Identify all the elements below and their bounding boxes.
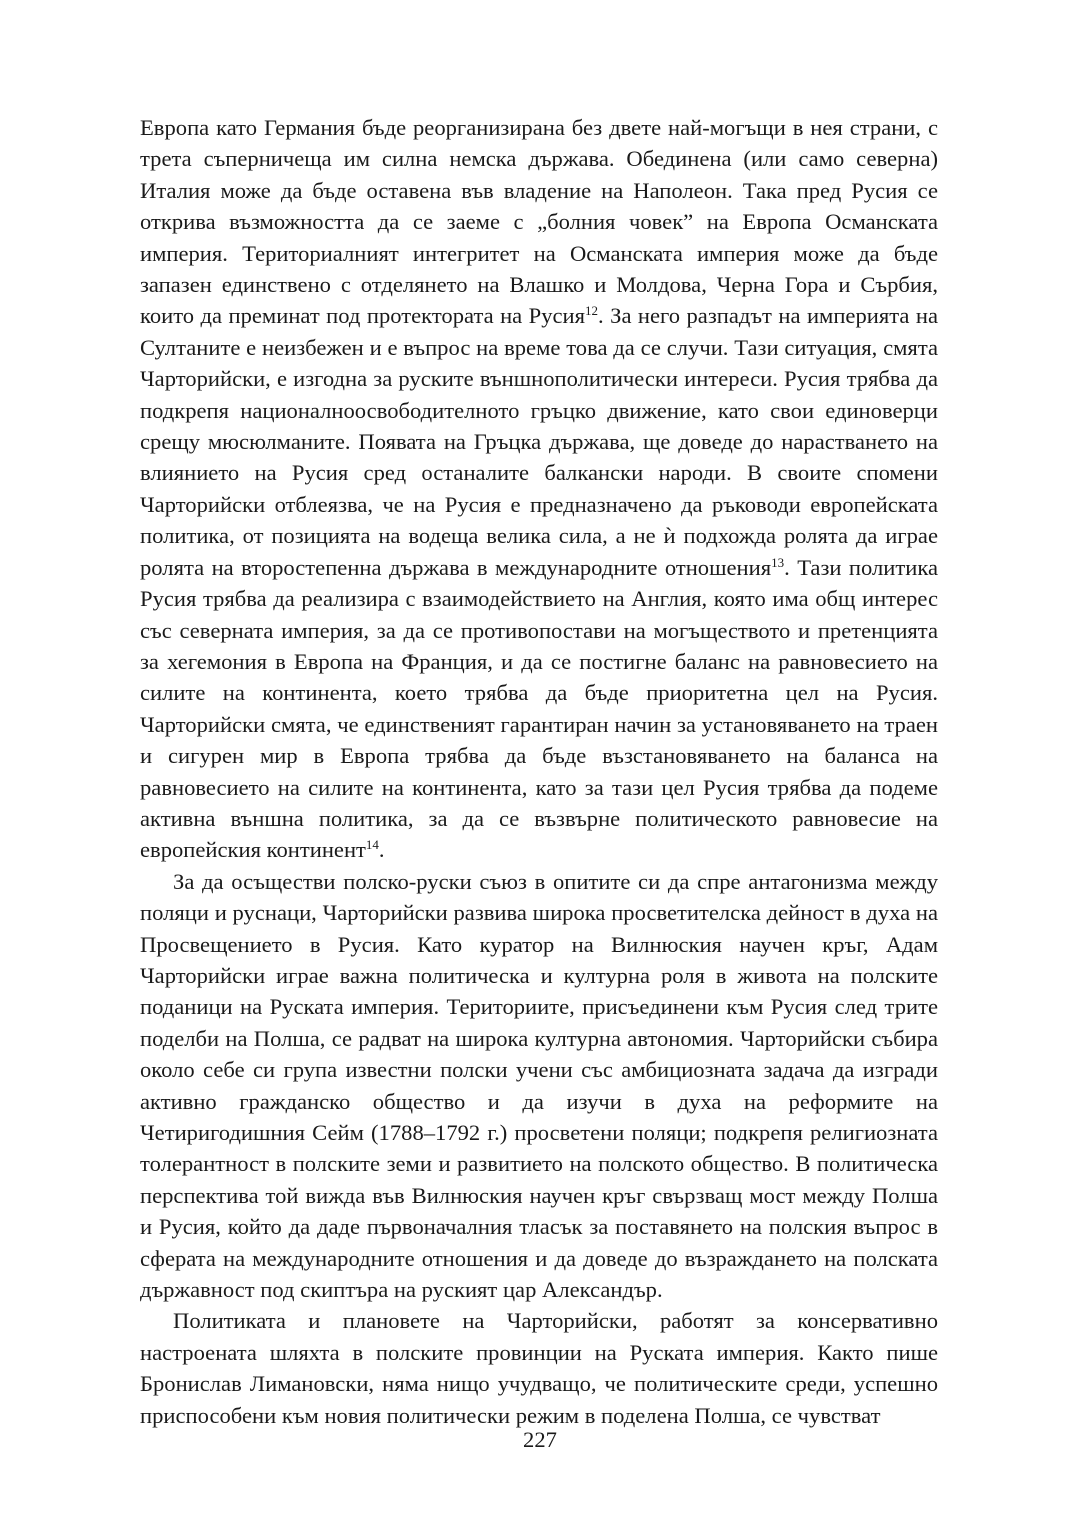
text-run: Европа като Германия бъде реорганизирана без двете най-могъщи в нея страни, с трета съперничеща им силна немска държава. Обединена (или само северна) Италия може да бъде оставена във владение на Наполеон. Така пред Русия се открива възможността да се заеме с „болния човек” на Европа Османската империя. Териториалният интегритет на Османската империя може да бъде запазен единствено с отделянето на Влашко и Молдова, Черна Гора и Сърбия, които да преминат под протектората на Русия [140, 115, 938, 329]
paragraph [140, 866, 938, 1306]
text-run: . Тази политика Русия трябва да реализира с взаимодействието на Англия, която има общ интерес със северната империя, за да се противопостави на могъществото и претенцията за хегемония в Европа на Франция, и да се постигне баланс на равновесието на силите на континента, което трябва да бъде приоритетна цел на Русия. Чарторийски смята, че единственият гарантиран начин за установяването на траен и сигурен мир в Европа трябва да бъде възстановяването на баланса на равновесието на силите на континента, като за тази цел Русия трябва да подеме активна външна политика, за да се възвърне политическото равновесие на европейския континент [140, 554, 939, 863]
page-number: 227 [523, 1427, 557, 1452]
text-run: Политиката и плановете на Чарторийски, работят за консервативно настроената шляхта в полските провинции на Руската империя. Както пише Бронислав Лимановски, няма нищо учудващо, че политическите среди, успешно приспособени към новия политически режим в поделена Полша, се чувстват [140, 1308, 938, 1428]
text-run: . [378, 837, 385, 863]
page-body [140, 112, 938, 1431]
paragraph [140, 1305, 938, 1431]
text-run: . За него разпадът на империята на Султаните е неизбежен и е въпрос на време това да се случи. Тази ситуация, смята Чарторийски, е изгодна за руските външнополитически интереси. Русия трябва да подкрепя националноосвободителното гръцко движение, като свои единоверци срещу мюсюлманите. Появата на Гръцка държава, ще доведе до нарастването на влиянието на Русия сред останалите балкански народи. В своите спомени Чарторийски отблеязва, че на Русия е предназначено да ръководи европейската политика, от позицията на водеща велика сила, а не ѝ подхожда ролята да играе ролята на второстепенна държава в международните отношения [140, 303, 938, 580]
paragraph [140, 112, 938, 866]
footnote-ref-12[interactable]: 12 [585, 303, 599, 319]
text-run: За да осъществи полско-руски съюз в опитите си да спре антагонизма между поляци и руснаци, Чарторийски развива широка просветителска дейност в духа на Просвещението в Русия. Като куратор на Вилнюския научен кръг, Адам Чарторийски играе важна политическа и културна роля в живота на полските поданици на Руската империя. Териториите, присъединени към Русия след трите поделби на Полша, се радват на широка културна автономия. Чарторийски събира около себе си група известни полски учени със амбициозната задача да изгради активно гражданско общество и да изучи в духа на реформите на Четиригодишния Сейм (1788–1792 г.) просветени поляци; подкрепя религиозната толерантност в полските земи и развитието на полското общество. В политическа перспектива той вижда във Вилнюския научен кръг свързващ мост между Полша и Русия, който да даде първоначалния тласък за поставянето на полския въпрос в сферата на международните отношения и да доведе до възраждането на полската държавност под скиптъра на руският цар Александър. [140, 868, 938, 1303]
footnote-ref-13[interactable]: 13 [771, 554, 785, 570]
footnote-ref-14[interactable]: 14 [365, 837, 379, 853]
